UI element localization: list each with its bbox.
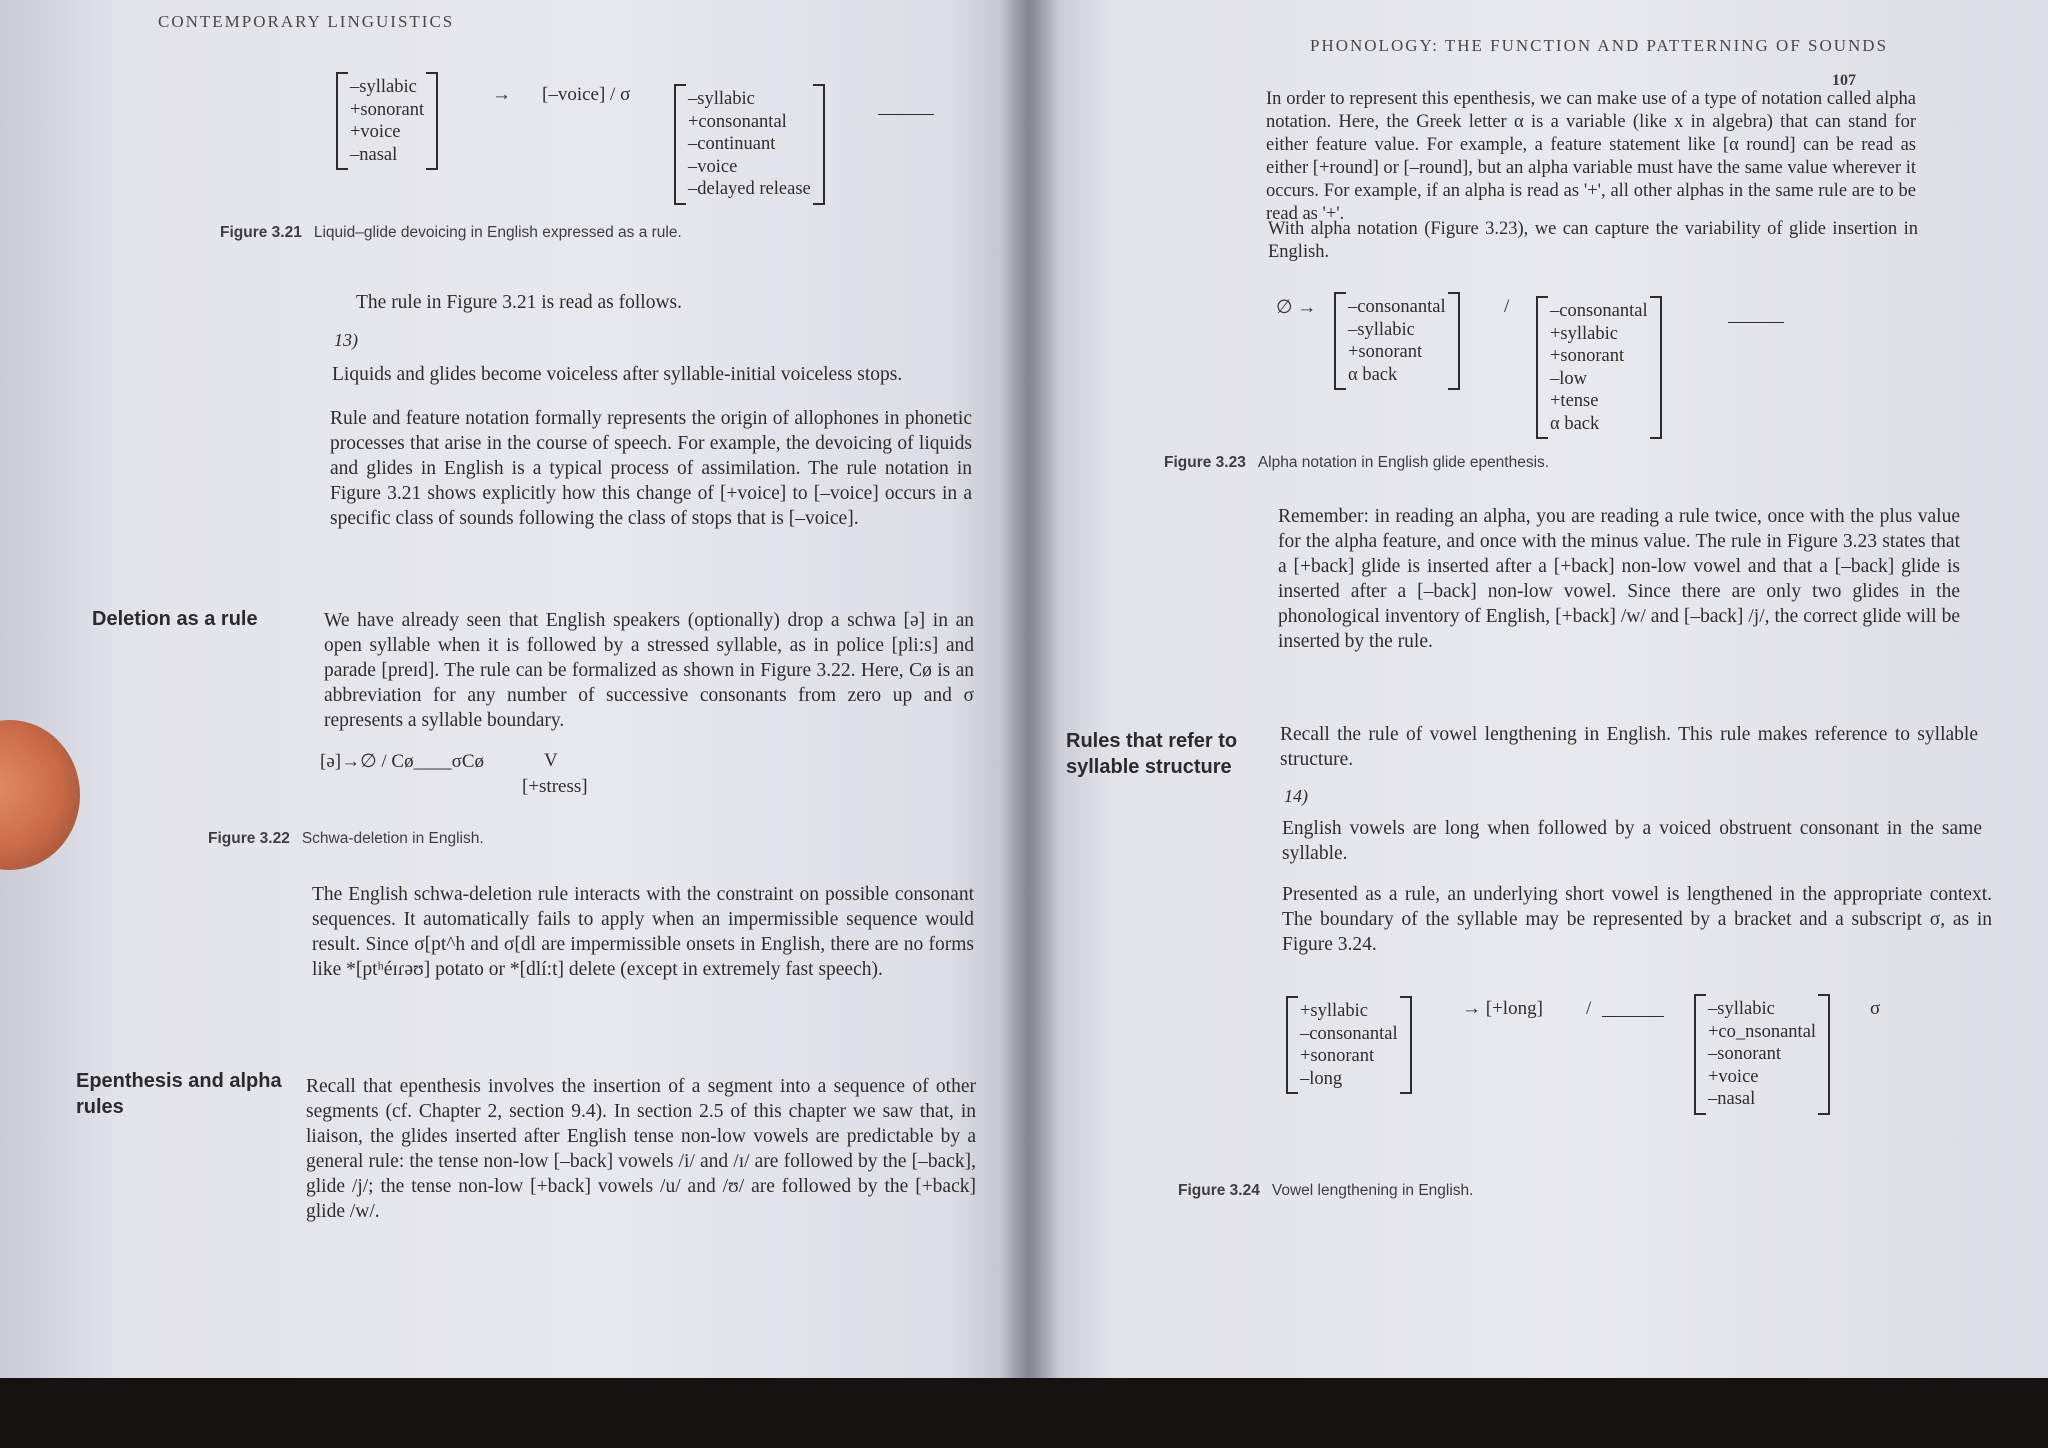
feature: –voice bbox=[688, 156, 738, 177]
fig-3-21-blank bbox=[878, 114, 934, 115]
feature: –long bbox=[1300, 1068, 1343, 1089]
feature: –nasal bbox=[350, 144, 398, 165]
feature: –syllabic bbox=[688, 89, 755, 109]
feature: +sonorant bbox=[1550, 346, 1625, 366]
paragraph-presented bbox=[1282, 882, 1992, 957]
heading-syllable-structure: Rules that refer to syllable structure bbox=[1066, 730, 1238, 778]
thumb-photo-artifact bbox=[0, 720, 80, 870]
paragraph-recall bbox=[1280, 722, 1978, 772]
paragraph-epenthesis bbox=[306, 1074, 976, 1224]
table-surface bbox=[0, 1378, 2048, 1448]
paragraph-rule-notation bbox=[330, 406, 972, 531]
rule-13-label: 13) bbox=[334, 330, 358, 350]
feature: –sonorant bbox=[1708, 1044, 1781, 1064]
figure-caption-text: Liquid–glide devoicing in English expressed as a rule. bbox=[313, 224, 682, 241]
heading-deletion: Deletion as a rule bbox=[92, 608, 258, 630]
paragraph-text: The rule in Figure 3.21 is read as follows. bbox=[356, 292, 683, 313]
paragraph-with-alpha bbox=[1268, 218, 1918, 264]
paragraph-remember bbox=[1278, 504, 1960, 654]
paragraph-text: With alpha notation (Figure 3.23), we can capture the variability of glide insertion in English. bbox=[1268, 219, 1918, 262]
feature: α back bbox=[1348, 364, 1398, 385]
right-page bbox=[1030, 0, 2048, 1378]
paragraph-deletion bbox=[324, 608, 974, 733]
rule-14-label: 14) bbox=[1284, 786, 1308, 806]
feature: +co_nsonantal bbox=[1708, 1021, 1817, 1042]
paragraph-text: Recall that epenthesis involves the insertion of a segment into a sequence of other segments (cf. Chapter 2, section 9.4). In section 2.5 of this chapter we saw that, in liaison, the glides inserted after English tense non-low vowels are predictable by a general rule: the tense non-low [–back] vowels /i/ and /ɪ/ are followed by the [–back], glide /j/; the tense non-low [+back] vowels /u/ and /ʊ/ are followed by the [+back] glide /w/. bbox=[306, 1076, 976, 1222]
feature: –consonantal bbox=[1300, 1023, 1398, 1044]
fig-3-22-vowel: V bbox=[544, 750, 558, 771]
feature: +voice bbox=[1708, 1066, 1759, 1087]
paragraph-read-as bbox=[356, 290, 976, 315]
feature: +sonorant bbox=[350, 99, 425, 120]
figure-label: Figure 3.22 bbox=[208, 830, 290, 847]
feature: –syllabic bbox=[1708, 999, 1775, 1019]
page-number: 107 bbox=[1832, 72, 1856, 89]
figure-caption-text: Alpha notation in English glide epenthesis. bbox=[1257, 454, 1550, 471]
feature: +sonorant bbox=[1348, 342, 1423, 362]
rule-14-text: English vowels are long when followed by a voiced obstruent consonant in the same syllable. bbox=[1282, 818, 1982, 864]
fig-3-22-rule: [ə]→∅ / Cø____σCø bbox=[320, 751, 485, 772]
feature: –continuant bbox=[688, 134, 776, 154]
figure-label: Figure 3.23 bbox=[1164, 454, 1246, 471]
paragraph-text: Presented as a rule, an underlying short vowel is lengthened in the appropriate context. The boundary of the syllable may be represented by a bracket and a subscript σ, as in Figure 3.24. bbox=[1282, 884, 1992, 955]
fig-3-21-caption bbox=[220, 224, 682, 242]
feature: –syllabic bbox=[350, 77, 417, 97]
feature: +voice bbox=[350, 122, 401, 142]
rule-13-text: Liquids and glides become voiceless after syllable-initial voiceless stops. bbox=[332, 364, 903, 385]
fig-3-23-matrix-a bbox=[1334, 296, 1460, 386]
feature: –consonantal bbox=[1550, 301, 1648, 321]
fig-3-21-matrix-b bbox=[674, 88, 825, 201]
fig-3-23-slash: / bbox=[1504, 296, 1510, 317]
feature: –low bbox=[1550, 368, 1587, 389]
feature: –delayed release bbox=[688, 179, 811, 199]
paragraph-text: We have already seen that English speakers (optionally) drop a schwa [ə] in an open syllable when it is followed by a stressed syllable, as in police [pli:s] and parade [preɪd]. The rule can be formalized as shown in Figure 3.22. Here, Cø is an abbreviation for any number of successive consonants from zero up and σ represents a syllable boundary. bbox=[324, 610, 974, 731]
fig-3-21-matrix-a bbox=[336, 76, 438, 166]
running-head-right: PHONOLOGY: THE FUNCTION AND PATTERNING OF SOUNDS bbox=[1310, 36, 1889, 55]
fig-3-23-lhs: ∅ → bbox=[1276, 297, 1317, 318]
feature: –nasal bbox=[1708, 1089, 1756, 1109]
heading-epenthesis: Epenthesis and alpha rules bbox=[76, 1070, 282, 1118]
book-gutter bbox=[1000, 0, 1060, 1378]
paragraph-text: The English schwa-deletion rule interacts with the constraint on possible consonant sequences. It automatically fails to apply when an impermissible sequence would result. Since σ[pt^h and σ[dl are impermissible onsets in English, there are no forms like *[ptʰéɪɾəʊ] potato or *[dlí:t] delete (except in extremely fast speech). bbox=[312, 884, 974, 980]
left-page bbox=[0, 0, 1030, 1378]
figure-caption-text: Schwa-deletion in English. bbox=[301, 830, 484, 847]
running-head-left: CONTEMPORARY LINGUISTICS bbox=[158, 12, 455, 31]
fig-3-24-caption bbox=[1178, 1182, 1474, 1200]
feature: –syllabic bbox=[1348, 319, 1415, 340]
feature: +tense bbox=[1550, 391, 1599, 411]
fig-3-23-caption bbox=[1164, 454, 1549, 472]
paragraph-text: Rule and feature notation formally represents the origin of allophones in phonetic processes that arise in the course of speech. For example, the devoicing of liquids and glides in English is a typical process of assimilation. The rule notation in Figure 3.21 shows explicitly how this change of [+voice] to [–voice] occurs in a specific class of sounds following the class of stops that is [–voice]. bbox=[330, 408, 972, 529]
fig-3-24-blank bbox=[1602, 1016, 1664, 1017]
fig-3-24-matrix-b bbox=[1694, 998, 1830, 1111]
fig-3-24-change: → [+long] bbox=[1462, 998, 1543, 1019]
paragraph-text: In order to represent this epenthesis, we can make use of a type of notation called alpha notation. Here, the Greek letter α is a variable (like x in algebra) that can stand for either feature value. For example, a feature statement like [α round] can be read as either [+round] or [–round], but an alpha variable must have the same value wherever it occurs. For example, if an alpha is read as '+', all other alphas in the same rule are to be read as '+'. bbox=[1266, 89, 1916, 224]
feature: α back bbox=[1550, 413, 1600, 434]
figure-caption-text: Vowel lengthening in English. bbox=[1271, 1182, 1474, 1199]
fig-3-22-stress: [+stress] bbox=[522, 776, 588, 797]
feature: +syllabic bbox=[1550, 323, 1618, 344]
fig-3-24-matrix-a bbox=[1286, 1000, 1412, 1090]
fig-3-24-sigma: σ bbox=[1870, 998, 1881, 1019]
figure-label: Figure 3.24 bbox=[1178, 1182, 1260, 1199]
fig-3-21-change: [–voice] / σ bbox=[542, 84, 631, 105]
paragraph-alpha bbox=[1266, 88, 1916, 226]
figure-label: Figure 3.21 bbox=[220, 224, 302, 241]
paragraph-text: Recall the rule of vowel lengthening in English. This rule makes reference to syllable structure. bbox=[1280, 724, 1978, 770]
feature: +sonorant bbox=[1300, 1046, 1375, 1066]
feature: +consonantal bbox=[688, 111, 787, 132]
feature: –consonantal bbox=[1348, 297, 1446, 317]
paragraph-schwa bbox=[312, 882, 974, 982]
paragraph-text: Remember: in reading an alpha, you are reading a rule twice, once with the plus value for the alpha feature, and once with the minus value. The rule in Figure 3.23 states that a [+back] glide is inserted after a [+back] non-low vowel and that a [–back] glide is inserted after a [–back] non-low vowel. Since there are only two glides in the phonological inventory of English, [+back] /w/ and [–back] /j/, the correct glide will be inserted by the rule. bbox=[1278, 506, 1960, 652]
fig-3-22-caption bbox=[208, 830, 484, 848]
fig-3-23-matrix-b bbox=[1536, 300, 1662, 435]
fig-3-21-arrow: → bbox=[492, 84, 511, 105]
fig-3-23-blank bbox=[1728, 322, 1784, 323]
fig-3-24-slash: / bbox=[1586, 998, 1592, 1019]
feature: +syllabic bbox=[1300, 1001, 1368, 1021]
